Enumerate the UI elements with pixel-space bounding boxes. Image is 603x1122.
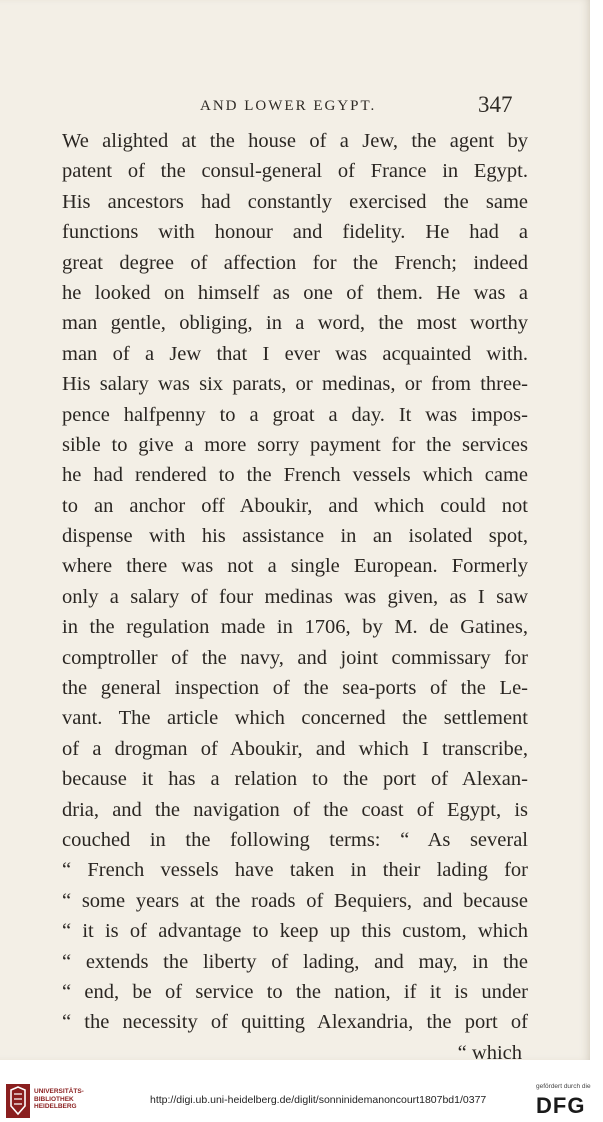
text-line: pence halfpenny to a groat a day. It was impos- bbox=[62, 403, 528, 426]
digitization-footer bbox=[0, 1080, 603, 1122]
text-line: “ end, be of service to the nation, if it is under bbox=[62, 980, 528, 1003]
text-line: of a drogman of Aboukir, and which I transcribe, bbox=[62, 737, 528, 760]
text-line: functions with honour and fidelity. He had a bbox=[62, 221, 528, 244]
text-line: in the regulation made in 1706, by M. de Gatines, bbox=[62, 616, 528, 639]
page-number: 347 bbox=[478, 92, 513, 117]
funding-caption: gefördert durch die bbox=[536, 1083, 591, 1090]
text-line: “ it is of advantage to keep up this custom, which bbox=[62, 920, 528, 943]
text-line: because it has a relation to the port of Alexan- bbox=[62, 768, 528, 791]
text-line: only a salary of four medinas was given, as I saw bbox=[62, 585, 528, 608]
text-line: great degree of affection for the French; indeed bbox=[62, 251, 528, 274]
text-line: “ some years at the roads of Bequiers, and because bbox=[62, 889, 528, 912]
text-line: “ French vessels have taken in their lading for bbox=[62, 859, 528, 882]
library-name: UNIVERSITÄTS- BIBLIOTHEK HEIDELBERG bbox=[34, 1088, 84, 1110]
text-line: patent of the consul-general of France in Egypt. bbox=[62, 160, 528, 183]
text-line: His ancestors had constantly exercised the same bbox=[62, 190, 528, 213]
text-line: to an anchor off Aboukir, and which could not bbox=[62, 494, 528, 517]
text-line: comptroller of the navy, and joint commissary for bbox=[62, 646, 528, 669]
text-line: vant. The article which concerned the settlement bbox=[62, 707, 528, 730]
digital-copy-link[interactable]: http://digi.ub.uni-heidelberg.de/diglit/sonninidemanoncourt1807bd1/0377 bbox=[150, 1094, 487, 1106]
text-line: “ the necessity of quitting Alexandria, the port of bbox=[62, 1011, 528, 1034]
ub-heidelberg-logo-icon bbox=[6, 1084, 30, 1118]
catchword: “ which bbox=[457, 1041, 522, 1064]
text-line: he had rendered to the French vessels which came bbox=[62, 464, 528, 487]
text-line: dispense with his assistance in an isolated spot, bbox=[62, 525, 528, 548]
running-title: AND LOWER EGYPT. bbox=[200, 98, 377, 114]
dfg-logo: DFG bbox=[536, 1093, 586, 1118]
running-head bbox=[60, 92, 540, 126]
text-line: the general inspection of the sea-ports of the Le- bbox=[62, 677, 528, 700]
text-line: sible to give a more sorry payment for the services bbox=[62, 433, 528, 456]
text-line: “ extends the liberty of lading, and may, in the bbox=[62, 950, 528, 973]
text-line: We alighted at the house of a Jew, the agent by bbox=[62, 130, 528, 152]
text-line: man gentle, obliging, in a word, the most worthy bbox=[62, 312, 528, 335]
text-line: man of a Jew that I ever was acquainted with. bbox=[62, 342, 528, 365]
text-line: His salary was six parats, or medinas, or from three- bbox=[62, 373, 528, 396]
text-line: he looked on himself as one of them. He was a bbox=[62, 281, 528, 304]
text-line: dria, and the navigation of the coast of Egypt, is bbox=[62, 798, 528, 821]
text-line: where there was not a single European. Formerly bbox=[62, 555, 528, 578]
text-line: couched in the following terms: “ As several bbox=[62, 828, 528, 851]
body-text bbox=[62, 126, 528, 1068]
